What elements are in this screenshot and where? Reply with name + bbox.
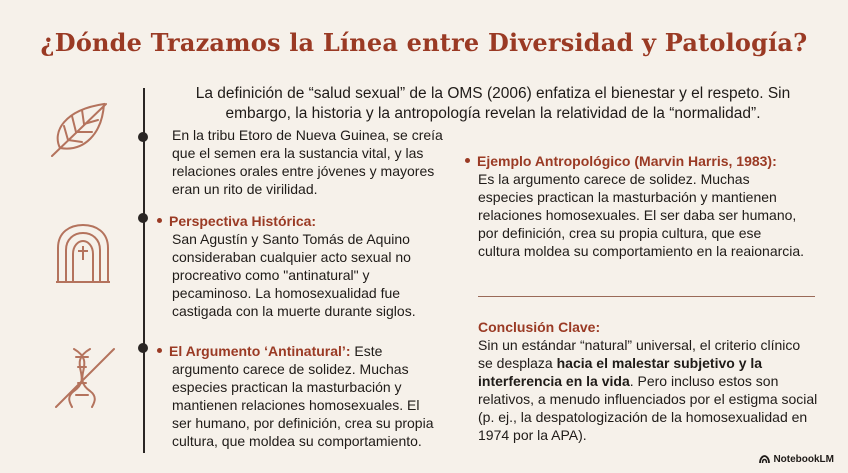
bullet bbox=[465, 158, 470, 163]
anthropological-section bbox=[465, 152, 805, 260]
anthropological-text: Es la argumento carece de solidez. Muchas especies practican la masturbación y mantienen relaciones homosexuales. El ser daba ser humano, por definición, crea su propia cultura, que ese cultura moldea su comportamiento en la reaionarcia. bbox=[478, 171, 805, 259]
timeline-line bbox=[143, 88, 145, 453]
historical-text: San Agustín y Santo Tomás de Aquino consideraban cualquier acto sexual no procreativo como "antinatural" y pecaminoso. La homosexualidad fue castigada con la muerte durante siglos. bbox=[172, 231, 416, 319]
church-arch-icon bbox=[54, 222, 112, 284]
notebooklm-logo-icon bbox=[759, 455, 770, 464]
etoro-text: En la tribu Etoro de Nueva Guinea, se creía que el semen era la sustancia vital, y las relaciones orales entre jóvenes y mayores eran un rito de virilidad. bbox=[172, 127, 443, 197]
conclusion-heading: Conclusión Clave: bbox=[478, 319, 601, 335]
bullet bbox=[157, 218, 162, 223]
timeline-dot bbox=[138, 132, 148, 142]
antinatural-section bbox=[157, 342, 442, 450]
section-divider bbox=[478, 296, 815, 297]
historical-heading: Perspectiva Histórica: bbox=[157, 212, 442, 230]
anthropological-heading: Ejemplo Antropológico (Marvin Harris, 1983): bbox=[465, 152, 805, 170]
antinatural-text: argumento carece de solidez. Muchas especies practican la masturbación y mantienen relaciones homosexuales. El ser humano, por definición, crea su propia cultura, que moldea su comportamiento. bbox=[172, 361, 434, 449]
conclusion-text: Sin un estándar “natural” universal, el criterio clínico se desplaza hacia el malestar subjetivo y la interferencia en la vida. Pero incluso estos son relativos, a menudo influenciados por el estigma social (p. ej., la despatologización de la homosexualidad en 1974 por la APA). bbox=[478, 337, 818, 443]
brand-label: NotebookLM bbox=[773, 454, 834, 465]
dna-strikethrough-icon bbox=[52, 345, 118, 411]
historical-section bbox=[157, 212, 442, 320]
notebooklm-badge bbox=[759, 454, 834, 465]
leaf-icon bbox=[46, 98, 114, 160]
timeline-dot bbox=[138, 343, 148, 353]
intro-paragraph: La definición de “salud sexual” de la OMS (2006) enfatiza el bienestar y el respeto. Sin embargo, la historia y la antropología revelan la relatividad de la “normalidad”. bbox=[195, 85, 791, 122]
conclusion-section bbox=[478, 318, 818, 444]
page-title: ¿Dónde Trazamos la Línea entre Diversidad y Patología? bbox=[40, 28, 808, 57]
bullet bbox=[157, 348, 162, 353]
timeline-dot bbox=[138, 213, 148, 223]
antinatural-heading: El Argumento ‘Antinatural’: Este bbox=[157, 342, 442, 360]
conclusion-emphasis: hacia el malestar subjetivo y la interferencia en la vida bbox=[478, 355, 763, 389]
